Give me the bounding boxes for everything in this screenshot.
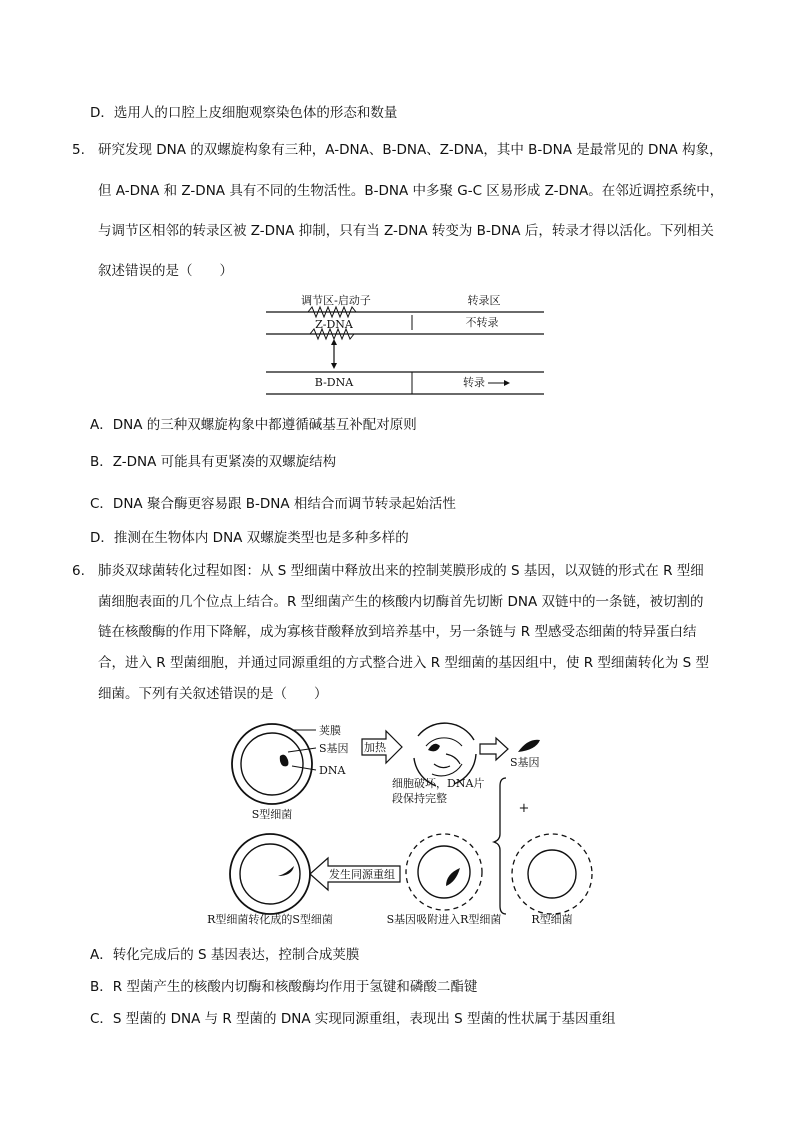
label-homologous: 发生同源重组: [329, 868, 395, 881]
q6-stem-line-3: 链在核酸酶的作用下降解，成为寡核苷酸释放到培养基中，另一条链与 R 型感受态细菌的特异蛋白结: [98, 624, 697, 640]
dna-conformation-diagram: [262, 290, 552, 400]
label-adsorbed: S基因吸附进入R型细菌: [386, 913, 502, 926]
label-broken-1: 细胞破坏，DNA片: [392, 777, 485, 790]
label-capsule: 荚膜: [319, 724, 341, 737]
label-transcription-region: 转录区: [467, 294, 501, 307]
converted-cell-membrane: [240, 844, 300, 904]
q5-stem-line-2: 但 A-DNA 和 Z-DNA 具有不同的生物活性。B-DNA 中多聚 G-C 区易形成 Z-DNA。在邻近调控系统中，: [98, 183, 724, 199]
conversion-arrow-up-head: [331, 339, 337, 345]
label-transcription: 转录: [463, 376, 485, 389]
converted-s-gene: [278, 866, 294, 876]
broken-cell-inner: [426, 738, 462, 776]
label-broken-2: 段保持完整: [392, 792, 447, 805]
release-arrow: [480, 738, 508, 760]
label-regulatory-promoter: 调节区-启动子: [301, 294, 371, 307]
s-gene-mark: [280, 755, 289, 767]
label-heat: 加热: [364, 741, 386, 754]
q6-stem-line-2: 菌细胞表面的几个位点上结合。R 型细菌产生的核酸内切酶首先切断 DNA 双链中的一条链，被切割的: [98, 594, 704, 610]
r-cell-membrane: [528, 850, 576, 898]
s-cell-capsule: [232, 724, 312, 804]
label-s-gene: S基因: [319, 742, 349, 755]
q6-option-b: B．R 型菌产生的核酸内切酶和核酸酶均作用于氢键和磷酸二酯键: [90, 979, 478, 995]
label-plus: +: [518, 801, 530, 816]
label-bdna: B-DNA: [314, 376, 354, 389]
q5-stem-line-1: 研究发现 DNA 的双螺旋构象有三种，A-DNA、B-DNA、Z-DNA，其中 B-DNA 是最常见的 DNA 构象，: [98, 142, 723, 158]
q6-stem-line-1: 肺炎双球菌转化过程如图：从 S 型细菌中释放出来的控制荚膜形成的 S 基因，以双链的形式在 R 型细: [98, 563, 704, 579]
transformation-diagram: [207, 714, 622, 936]
grouping-brace: [494, 778, 506, 914]
q6-stem-line-4: 合，进入 R 型菌细胞，并通过同源重组的方式整合进入 R 型细菌的基因组中，使 R 型细菌转化为 S 型: [98, 655, 710, 671]
q6-stem-line-5: 细菌。下列有关叙述错误的是（ ）: [98, 686, 328, 702]
transcription-arrow-head: [504, 380, 510, 386]
r-cell-dashed: [512, 834, 592, 914]
adsorbed-cell-membrane: [418, 846, 470, 898]
converted-cell-capsule: [230, 834, 310, 914]
q5-option-a: A．DNA 的三种双螺旋构象中都遵循碱基互补配对原则: [90, 417, 417, 433]
q5-number: 5.: [72, 142, 85, 158]
label-s-gene-released: S基因: [510, 756, 540, 769]
label-r-cell: R型细菌: [531, 913, 573, 926]
q6-option-c: C．S 型菌的 DNA 与 R 型菌的 DNA 实现同源重组，表现出 S 型菌的性状属于基因重组: [90, 1011, 616, 1027]
label-no-transcription: 不转录: [465, 316, 499, 329]
label-zdna: Z-DNA: [315, 318, 353, 331]
q5-stem-line-4: 叙述错误的是（ ）: [98, 263, 233, 279]
label-converted: R型细菌转化成的S型细菌: [207, 913, 333, 926]
q4-option-d: D．选用人的口腔上皮细胞观察染色体的形态和数量: [90, 105, 398, 121]
dna-fragment-2: [446, 754, 460, 764]
q5-option-b: B．Z-DNA 可能具有更紧凑的双螺旋结构: [90, 454, 337, 470]
q5-stem-line-3: 与调节区相邻的转录区被 Z-DNA 抑制，只有当 Z-DNA 转变为 B-DNA 后，转录才得以活化。下列相关: [98, 223, 714, 239]
label-s-cell: S型细菌: [251, 808, 293, 821]
q6-option-a: A．转化完成后的 S 基因表达，控制合成荚膜: [90, 947, 360, 963]
released-s-gene: [518, 740, 540, 752]
q6-number: 6.: [72, 563, 85, 579]
label-dna: DNA: [319, 764, 346, 777]
conversion-arrow-down-head: [331, 363, 337, 369]
dna-fragment-1: [428, 744, 440, 752]
adsorbed-s-gene: [446, 868, 460, 886]
dna-fragment-3: [434, 764, 450, 768]
pointer-s-gene: [288, 748, 316, 752]
q5-option-c: C．DNA 聚合酶更容易跟 B-DNA 相结合而调节转录起始活性: [90, 496, 456, 512]
q5-option-d: D．推测在生物体内 DNA 双螺旋类型也是多种多样的: [90, 530, 409, 546]
s-cell-membrane: [241, 733, 303, 795]
